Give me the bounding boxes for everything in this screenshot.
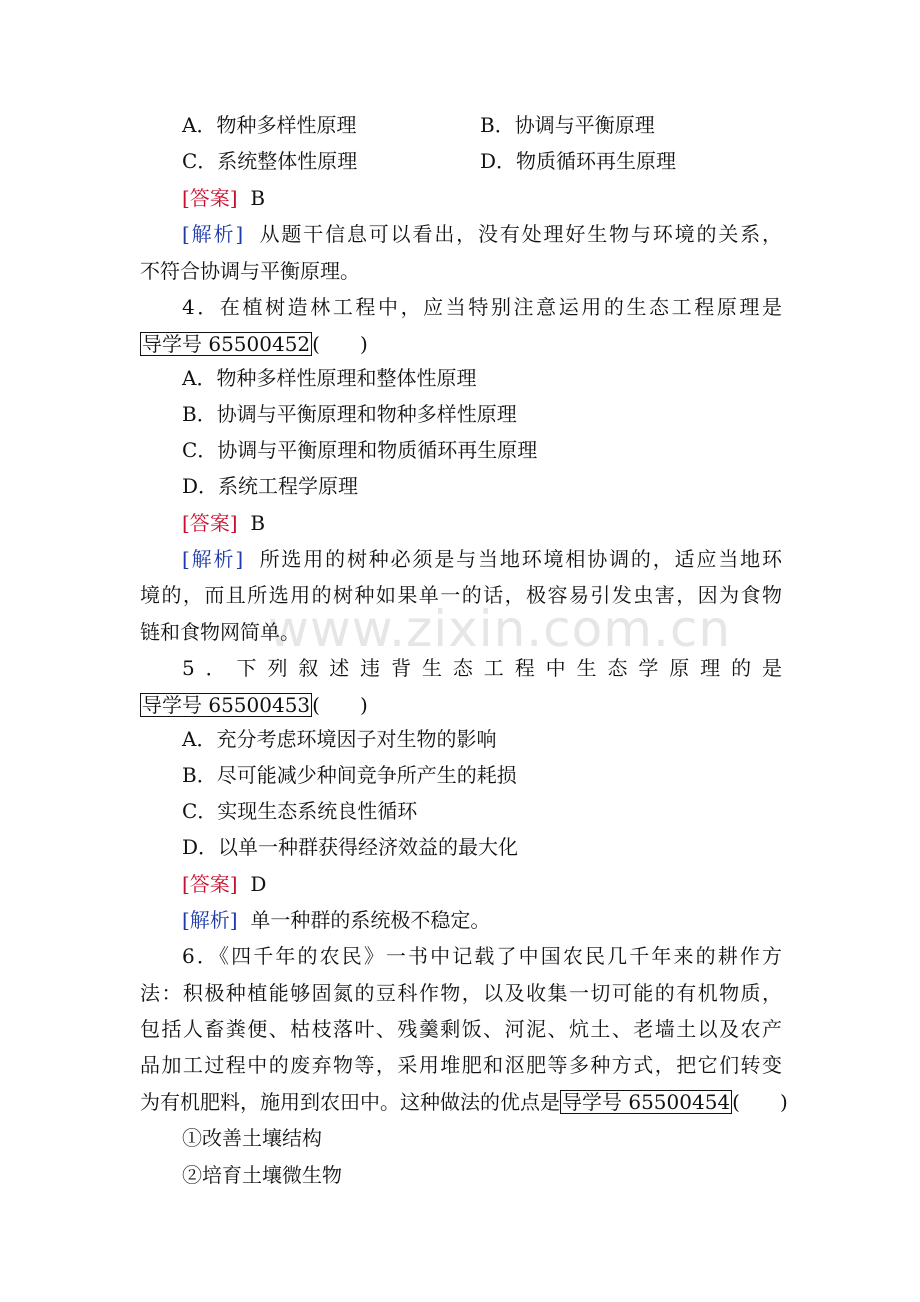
- q4-answer: [182, 505, 782, 541]
- q3-analysis-line2: 不符合协调与平衡原理。: [140, 259, 360, 283]
- q5-option-a: A．充分考虑环境因子对生物的影响: [182, 727, 497, 751]
- q5-analysis-line1: [182, 902, 782, 938]
- stem-text: 为有机肥料，施用到农田中。这种做法的优点是: [140, 1090, 560, 1114]
- q3-answer: [182, 180, 782, 216]
- guide-number-link[interactable]: 导学号 65500454: [562, 1090, 731, 1114]
- analysis-tag: [解析]: [182, 222, 244, 246]
- q4-guide-line: [140, 326, 782, 362]
- q3-option-d: D．物质循环再生原理: [480, 149, 677, 173]
- analysis-text: 所选用的树种必须是与当地环境相协调的，适应当地环: [259, 547, 783, 571]
- analysis-tag: [解析]: [182, 547, 244, 571]
- q4-analysis-line3: 链和食物网简单。: [140, 620, 300, 644]
- q4-analysis-line1: [182, 541, 782, 577]
- answer-tag: [答案]: [182, 186, 238, 210]
- q5-answer: [182, 866, 782, 902]
- guide-number-link[interactable]: 导学号 65500453: [142, 693, 311, 717]
- q3-option-c: C．系统整体性原理: [182, 149, 358, 173]
- analysis-text: 单一种群的系统极不稳定。: [250, 908, 491, 932]
- q4-option-c: C．协调与平衡原理和物质循环再生原理: [182, 438, 538, 462]
- answer-value: B: [250, 511, 266, 535]
- q3-analysis-line1: [182, 216, 782, 252]
- q6-item-1: ①改善土壤结构: [182, 1126, 322, 1150]
- q5-option-c: C．实现生态系统良性循环: [182, 799, 418, 823]
- watermark: www.zixin.com.cn: [268, 600, 732, 658]
- q6-stem-line1: 6．《四千年的农民》一书中记载了中国农民几千年来的耕作方: [182, 944, 782, 968]
- analysis-text: 从题干信息可以看出，没有处理好生物与环境的关系，: [259, 222, 783, 246]
- q3-option-b: B．协调与平衡原理: [480, 113, 655, 137]
- answer-tag: [答案]: [182, 872, 238, 896]
- q5-option-d: D．以单一种群获得经济效益的最大化: [182, 835, 519, 859]
- q5-stem: 5．下列叙述违背生态工程中生态学原理的是: [182, 656, 782, 680]
- answer-value: B: [250, 186, 266, 210]
- q6-stem-line3: 包括人畜粪便、枯枝落叶、残羹剩饭、河泥、炕土、老墙土以及农产: [140, 1017, 782, 1041]
- answer-blank: ( ): [312, 332, 368, 356]
- q3-option-a: A．物种多样性原理: [182, 113, 357, 137]
- q6-item-2: ②培育土壤微生物: [182, 1163, 342, 1187]
- answer-blank: ( ): [312, 693, 368, 717]
- q4-analysis-line2: 境的，而且所选用的树种如果单一的话，极容易引发虫害，因为食物: [140, 583, 782, 607]
- q4-option-d: D．系统工程学原理: [182, 474, 359, 498]
- q5-option-b: B．尽可能减少种间竞争所产生的耗损: [182, 763, 517, 787]
- q4-option-a: A．物种多样性原理和整体性原理: [182, 366, 477, 390]
- q4-option-b: B．协调与平衡原理和物种多样性原理: [182, 402, 517, 426]
- q5-guide-line: [140, 687, 782, 723]
- guide-number-link[interactable]: 导学号 65500452: [142, 332, 311, 356]
- analysis-tag: [解析]: [182, 908, 238, 932]
- answer-tag: [答案]: [182, 511, 238, 535]
- q6-stem-line2: 法：积极种植能够固氮的豆科作物，以及收集一切可能的有机物质，: [140, 981, 782, 1005]
- answer-value: D: [250, 872, 267, 896]
- q4-stem: 4．在植树造林工程中，应当特别注意运用的生态工程原理是: [182, 295, 782, 319]
- answer-blank: ( ): [732, 1090, 788, 1114]
- q6-stem-line5: [140, 1084, 788, 1120]
- q6-stem-line4: 品加工过程中的废弃物等，采用堆肥和沤肥等多种方式，把它们转变: [140, 1053, 782, 1077]
